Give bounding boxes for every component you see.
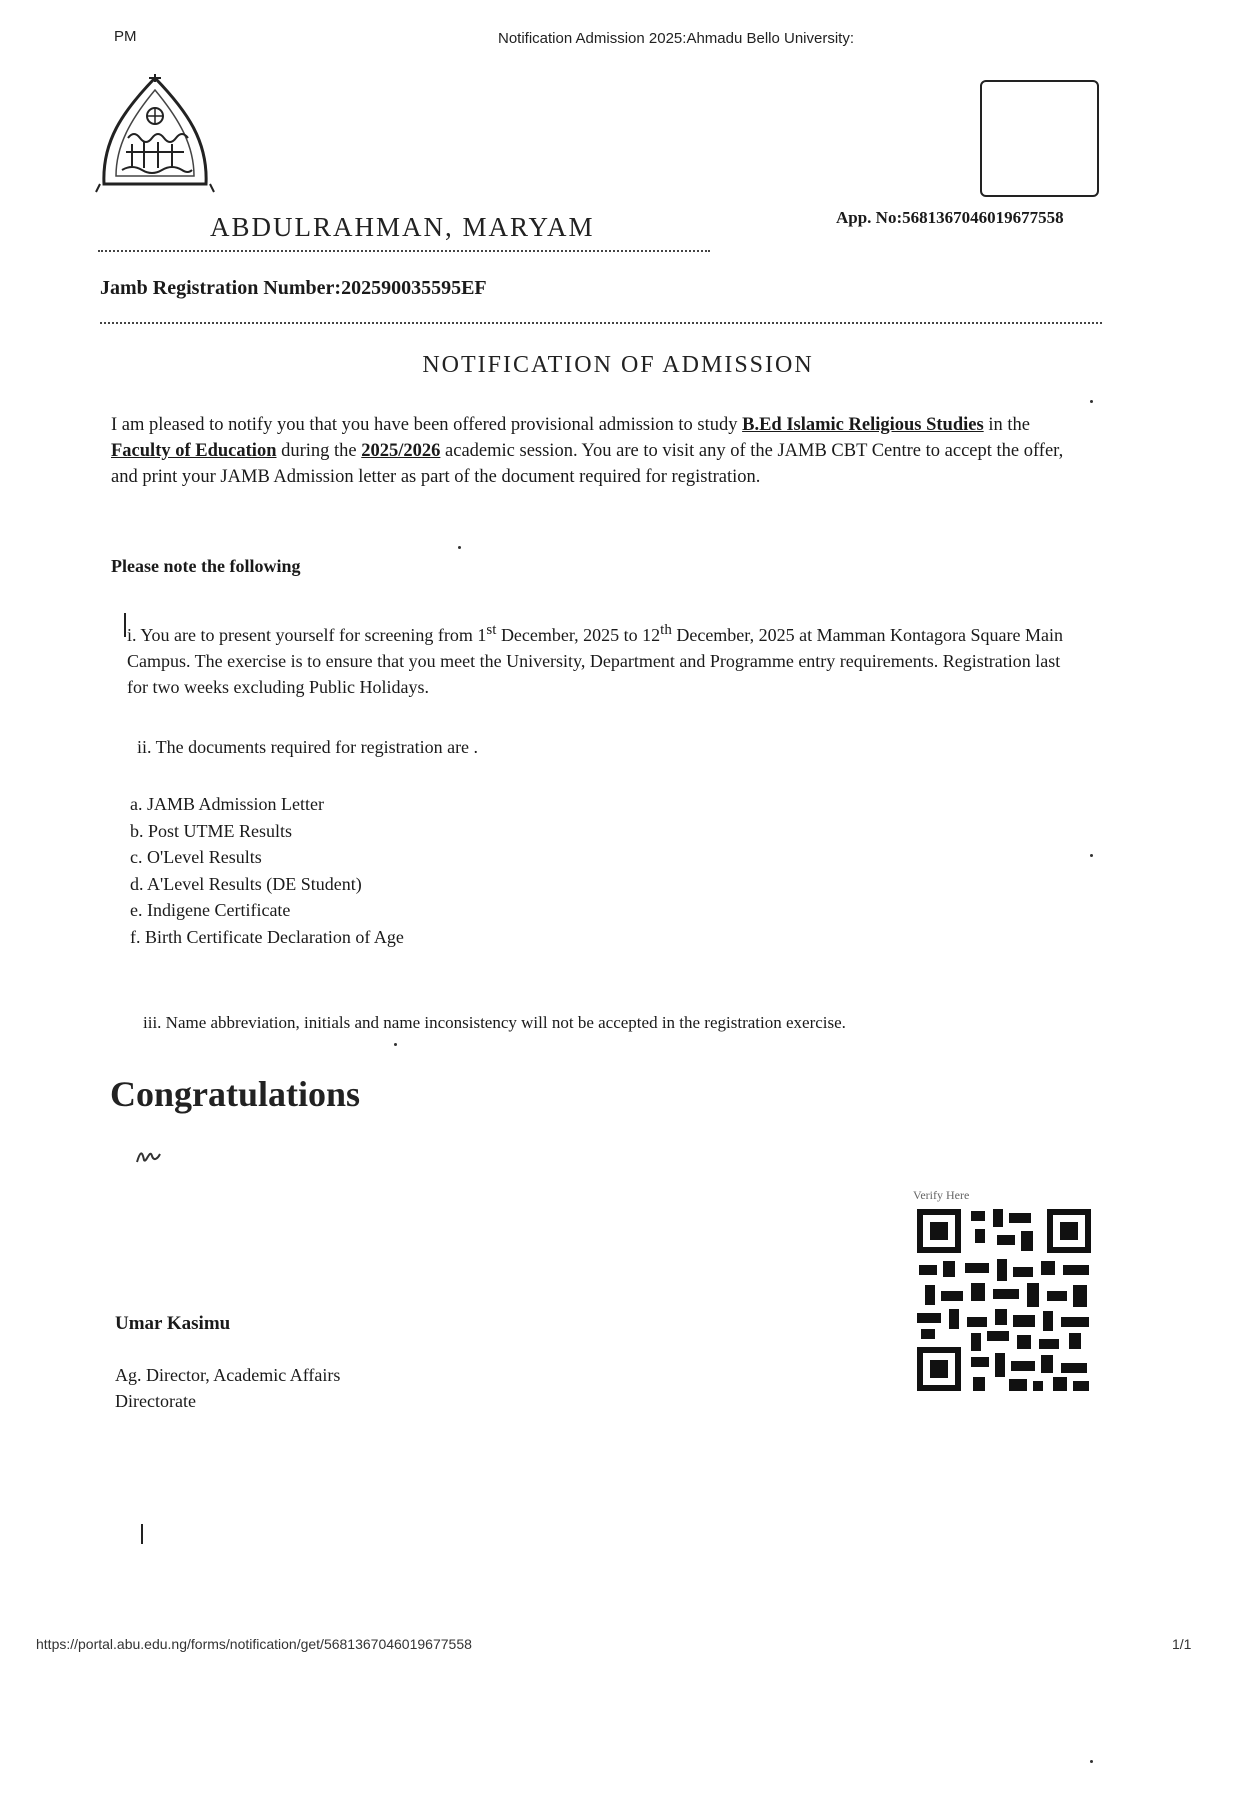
print-header-title: Notification Admission 2025:Ahmadu Bello University: [498,30,855,47]
page-number: 1/1 [1172,1636,1192,1652]
list-item: d. A'Level Results (DE Student) [130,873,362,894]
paragraph-text: I am pleased to notify you that you have been offered provisional admission to study [111,415,743,435]
list-item: a. JAMB Admission Letter [130,794,324,814]
ordinal-suffix: st [486,622,497,638]
signatory-role: Ag. Director, Academic Affairs [115,1365,341,1385]
list-item: b. Post UTME Results [130,820,293,841]
required-documents-list [130,791,404,950]
print-time: PM [114,28,137,45]
signatory-title [115,1362,340,1414]
instruction-text: December, 2025 at Mamman Kontagora Square Main Campus. The exercise is to ensure that you meet the University, Department and Programme entry requirements. Registration last for two weeks excluding Public Holidays. [127,625,1064,697]
programme-name: B.Ed Islamic Religious Studies [742,415,984,435]
scan-speck [458,546,461,549]
paragraph-text: during the [276,441,362,461]
screening-instruction [127,617,1067,700]
notice-title: NOTIFICATION OF ADMISSION [422,352,814,378]
note-heading: Please note the following [111,556,301,576]
ordinal-suffix: th [660,622,672,638]
margin-mark [141,1524,143,1544]
admission-paragraph [111,412,1091,490]
scan-speck [394,1043,397,1046]
jamb-registration-number: Jamb Registration Number:202590035595EF [100,277,487,299]
signatory-name: Umar Kasimu [115,1313,231,1334]
name-consistency-instruction: iii. Name abbreviation, initials and name inconsistency will not be accepted in the registration exercise. [143,1013,846,1032]
scan-speck [1090,400,1093,403]
documents-instruction: ii. The documents required for registration are . [137,737,479,757]
faculty-name: Faculty of Education [111,441,277,461]
verify-label: Verify Here [913,1188,970,1202]
paragraph-text: academic session. You are to visit any of the JAMB CBT Centre to accept the offer, and print your JAMB Admission letter as part of the document required for registration. [111,441,1064,487]
name-underline [98,250,710,252]
passport-photo-box [980,80,1099,197]
scan-speck [1090,854,1093,857]
signatory-unit: Directorate [115,1391,196,1411]
source-url[interactable]: https://portal.abu.edu.ng/forms/notification/get/5681367046019677558 [36,1636,472,1652]
academic-session: 2025/2026 [361,441,441,461]
margin-mark [124,613,126,637]
instruction-text: i. You are to present yourself for screening from 1 [127,625,487,645]
list-item: c. O'Level Results [130,847,262,867]
signature-mark [134,1144,162,1166]
scan-speck [1090,1760,1093,1763]
paragraph-text: in the [983,415,1030,435]
instruction-text: December, 2025 to 12 [496,625,661,645]
section-divider [100,322,1102,324]
congratulations-heading: Congratulations [110,1074,361,1114]
applicant-name: ABDULRAHMAN, MARYAM [210,212,595,242]
university-crest-logo [92,72,218,194]
application-number: App. No:5681367046019677558 [836,208,1064,227]
list-item: f. Birth Certificate Declaration of Age [130,926,404,947]
list-item: e. Indigene Certificate [130,900,291,920]
verification-qr-code[interactable] [913,1205,1095,1395]
